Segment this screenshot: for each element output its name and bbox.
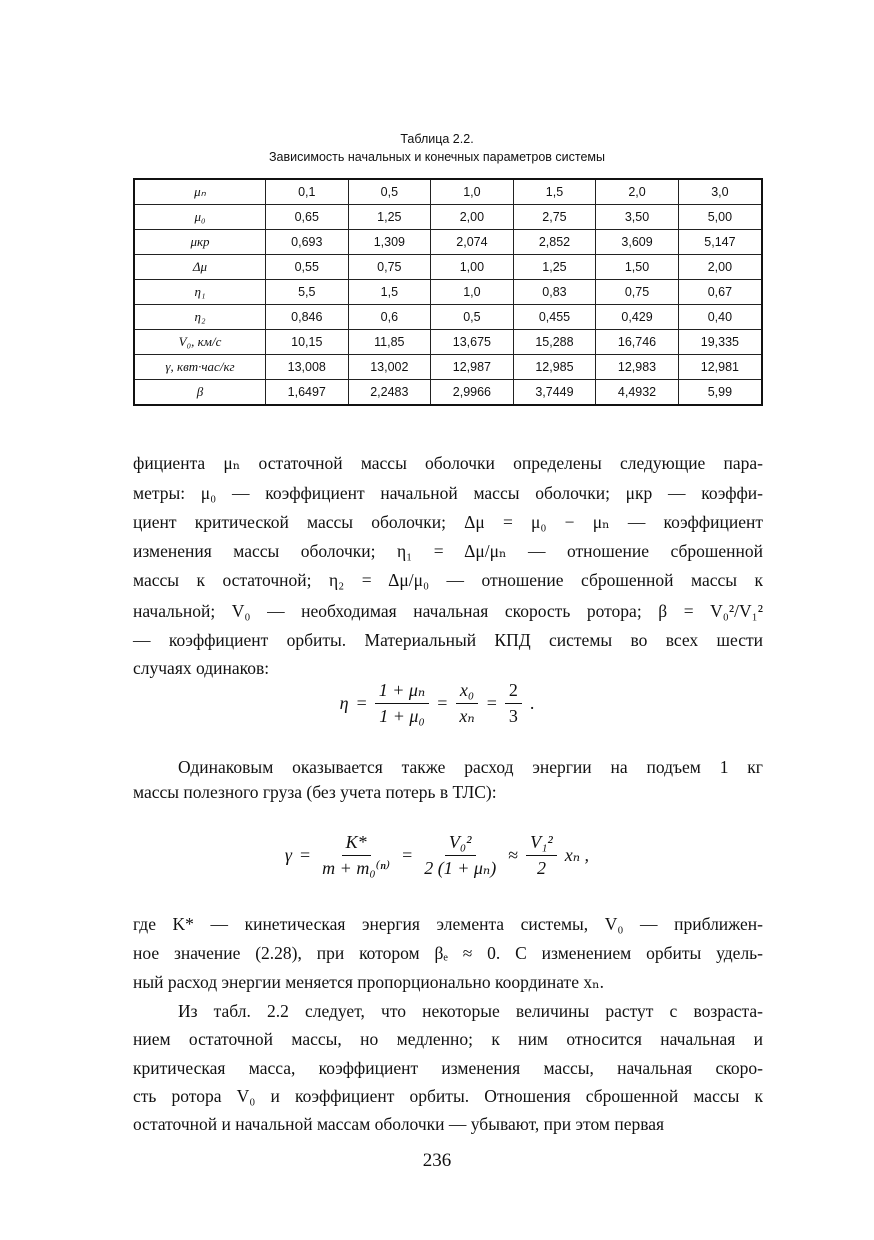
text-line: критическая масса, коэффициент изменения массы, начальная скоро- bbox=[133, 1058, 763, 1078]
table-cell: 2,2483 bbox=[348, 380, 431, 406]
table-row bbox=[134, 205, 762, 230]
table-cell: 0,429 bbox=[596, 305, 679, 330]
numerator: V₀² bbox=[445, 832, 476, 856]
formula-term: η bbox=[339, 693, 349, 713]
formula-op: = bbox=[356, 693, 367, 713]
numerator: x₀ bbox=[456, 680, 478, 704]
row-label: μкр bbox=[134, 230, 266, 255]
row-label: μₙ bbox=[134, 179, 266, 205]
denominator: 1 + μ₀ bbox=[379, 706, 425, 726]
table-title: Зависимость начальных и конечных параметров системы bbox=[269, 150, 605, 164]
table-cell: 13,675 bbox=[431, 330, 514, 355]
table-cell: 5,99 bbox=[678, 380, 762, 406]
formula-efficiency bbox=[0, 680, 874, 727]
table-cell: 2,9966 bbox=[431, 380, 514, 406]
table-cell: 1,50 bbox=[596, 255, 679, 280]
row-label: η₂ bbox=[134, 305, 266, 330]
table-cell: 0,5 bbox=[348, 179, 431, 205]
numerator: 2 bbox=[505, 680, 522, 704]
text-line: нием остаточной массы, но медленно; к ним относится начальная и bbox=[133, 1029, 763, 1049]
table-cell: 3,7449 bbox=[513, 380, 596, 406]
parameters-table bbox=[133, 178, 763, 406]
denominator: xₙ bbox=[459, 706, 475, 726]
table-cell: 1,5 bbox=[513, 179, 596, 205]
table-cell: 5,147 bbox=[678, 230, 762, 255]
table-cell: 12,981 bbox=[678, 355, 762, 380]
table-row bbox=[134, 305, 762, 330]
table-cell: 1,6497 bbox=[266, 380, 349, 406]
text-line: сть ротора V₀ и коэффициент орбиты. Отношения сброшенной массы к bbox=[133, 1086, 763, 1106]
text-line: изменения массы оболочки; η₁ = Δμ/μₙ — отношение сброшенной bbox=[133, 541, 763, 561]
table-cell: 13,008 bbox=[266, 355, 349, 380]
table-caption: Таблица 2.2. bbox=[400, 132, 474, 146]
table-cell: 3,609 bbox=[596, 230, 679, 255]
row-label: γ, квт·час/кг bbox=[134, 355, 266, 380]
formula-op: . bbox=[529, 693, 535, 713]
text-line: Из табл. 2.2 следует, что некоторые величины растут с возраста- bbox=[178, 1001, 763, 1021]
text-line: фициента μₙ остаточной массы оболочки определены следующие пара- bbox=[133, 453, 763, 473]
table-cell: 12,985 bbox=[513, 355, 596, 380]
formula-energy bbox=[0, 832, 874, 879]
table-cell: 0,6 bbox=[348, 305, 431, 330]
table-cell: 16,746 bbox=[596, 330, 679, 355]
formula-op: = bbox=[402, 845, 413, 865]
table-cell: 3,50 bbox=[596, 205, 679, 230]
table-cell: 19,335 bbox=[678, 330, 762, 355]
table-cell: 1,0 bbox=[431, 280, 514, 305]
table-row bbox=[134, 380, 762, 406]
table-cell: 4,4932 bbox=[596, 380, 679, 406]
table-cell: 0,75 bbox=[596, 280, 679, 305]
row-label: Δμ bbox=[134, 255, 266, 280]
formula-op: = bbox=[437, 693, 448, 713]
table-cell: 0,455 bbox=[513, 305, 596, 330]
table-cell: 1,25 bbox=[348, 205, 431, 230]
table-cell: 13,002 bbox=[348, 355, 431, 380]
table-cell: 2,75 bbox=[513, 205, 596, 230]
table-cell: 5,00 bbox=[678, 205, 762, 230]
table-cell: 1,25 bbox=[513, 255, 596, 280]
table-cell: 3,0 bbox=[678, 179, 762, 205]
table-cell: 2,852 bbox=[513, 230, 596, 255]
text-line: где K* — кинетическая энергия элемента системы, V₀ — приближен- bbox=[133, 914, 763, 934]
denominator: 2 bbox=[536, 858, 546, 878]
denominator: 2 (1 + μₙ) bbox=[424, 858, 497, 878]
table-cell: 0,65 bbox=[266, 205, 349, 230]
table-cell: 0,83 bbox=[513, 280, 596, 305]
formula-term: γ bbox=[284, 845, 293, 865]
table-cell: 10,15 bbox=[266, 330, 349, 355]
table-cell: 11,85 bbox=[348, 330, 431, 355]
denominator: 3 bbox=[508, 706, 518, 726]
text-line: метры: μ₀ — коэффициент начальной массы оболочки; μкр — коэффи- bbox=[133, 483, 763, 503]
text-line: ный расход энергии меняется пропорционально координате xₙ. bbox=[133, 972, 605, 992]
row-label: V₀, км/с bbox=[134, 330, 266, 355]
text-line: остаточной и начальной массам оболочки — убывают, при этом первая bbox=[133, 1114, 665, 1134]
table-row bbox=[134, 230, 762, 255]
text-line: циент критической массы оболочки; Δμ = μ₀ − μₙ — коэффициент bbox=[133, 512, 763, 532]
formula-op: = bbox=[300, 845, 311, 865]
table-cell: 12,987 bbox=[431, 355, 514, 380]
table-cell: 0,693 bbox=[266, 230, 349, 255]
text-line: Одинаковым оказывается также расход энергии на подъем 1 кг bbox=[178, 757, 763, 777]
row-label: μ₀ bbox=[134, 205, 266, 230]
table-row bbox=[134, 330, 762, 355]
text-line: случаях одинаков: bbox=[133, 658, 270, 678]
table-cell: 1,309 bbox=[348, 230, 431, 255]
formula-op: ≈ bbox=[508, 845, 519, 865]
row-label: β bbox=[134, 380, 266, 406]
table-row bbox=[134, 179, 762, 205]
table-cell: 2,00 bbox=[678, 255, 762, 280]
text-line: массы полезного груза (без учета потерь в ТЛС): bbox=[133, 782, 497, 802]
text-line: — коэффициент орбиты. Материальный КПД системы во всех шести bbox=[133, 630, 763, 650]
text-line: массы к остаточной; η₂ = Δμ/μ₀ — отношение сброшенной массы к bbox=[133, 570, 763, 590]
numerator: K* bbox=[342, 832, 371, 856]
denominator: m + m₀⁽ⁿ⁾ bbox=[322, 858, 391, 878]
table-row bbox=[134, 255, 762, 280]
page-number: 236 bbox=[422, 1150, 452, 1171]
table-cell: 2,00 bbox=[431, 205, 514, 230]
table-cell: 0,67 bbox=[678, 280, 762, 305]
table-cell: 0,75 bbox=[348, 255, 431, 280]
table-row bbox=[134, 355, 762, 380]
text-line: ное значение (2.28), при котором βₑ ≈ 0. С изменением орбиты удель- bbox=[133, 943, 763, 963]
table-cell: 0,5 bbox=[431, 305, 514, 330]
text-line: начальной; V₀ — необходимая начальная скорость ротора; β = V₀²/V₁² bbox=[133, 601, 763, 621]
table-cell: 1,00 bbox=[431, 255, 514, 280]
formula-term: xₙ , bbox=[564, 845, 590, 865]
table-cell: 0,846 bbox=[266, 305, 349, 330]
table-cell: 0,40 bbox=[678, 305, 762, 330]
table-cell: 12,983 bbox=[596, 355, 679, 380]
table-row bbox=[134, 280, 762, 305]
table-cell: 2,074 bbox=[431, 230, 514, 255]
table-cell: 15,288 bbox=[513, 330, 596, 355]
table-cell: 2,0 bbox=[596, 179, 679, 205]
table-cell: 1,5 bbox=[348, 280, 431, 305]
table-cell: 0,55 bbox=[266, 255, 349, 280]
table-cell: 1,0 bbox=[431, 179, 514, 205]
numerator: 1 + μₙ bbox=[375, 680, 429, 704]
table-cell: 5,5 bbox=[266, 280, 349, 305]
numerator: V₁² bbox=[526, 832, 557, 856]
table-cell: 0,1 bbox=[266, 179, 349, 205]
formula-op: = bbox=[486, 693, 497, 713]
row-label: η₁ bbox=[134, 280, 266, 305]
